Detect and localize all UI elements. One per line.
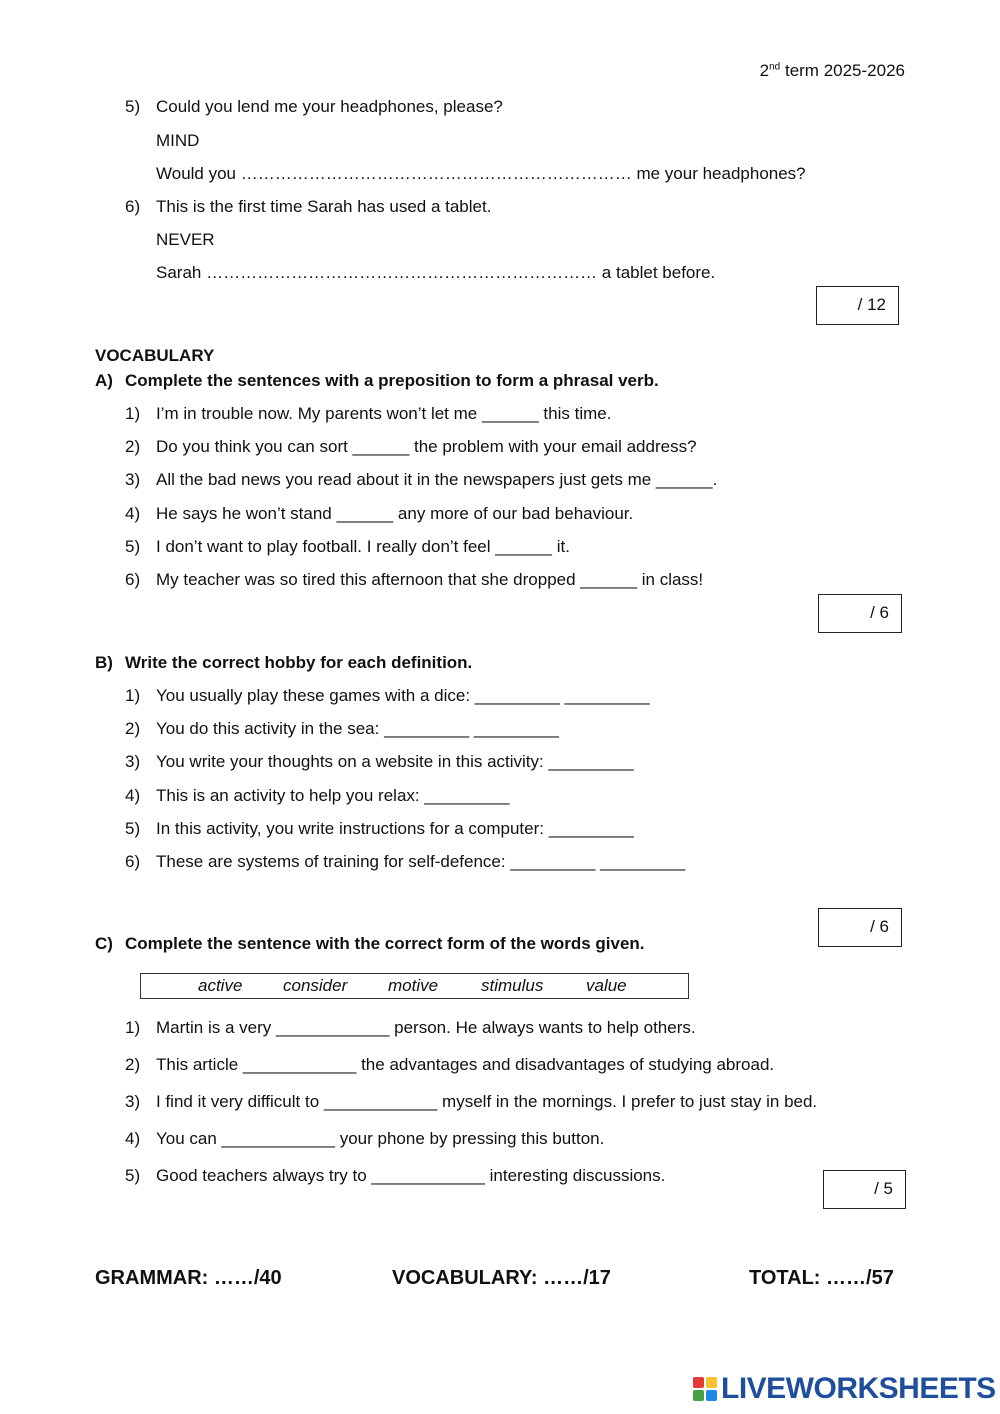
- list-item-number: 3): [125, 1092, 141, 1111]
- hobby-definition[interactable]: You usually play these games with a dice: _________ _________: [156, 686, 650, 705]
- transform-answer-line[interactable]: Sarah …………………………………………………………… a tablet before.: [156, 263, 716, 282]
- transform-keyword: NEVER: [156, 230, 215, 249]
- list-item-number: 5): [125, 819, 141, 838]
- list-item-number: 2): [125, 719, 141, 738]
- transform-answer-line[interactable]: Would you …………………………………………………………… me your headphones?: [156, 164, 806, 183]
- score-box-section-a[interactable]: / 6: [818, 594, 902, 633]
- hobby-definition[interactable]: These are systems of training for self-defence: _________ _________: [156, 852, 686, 871]
- word-bank: [140, 973, 689, 999]
- phrasal-verb-sentence[interactable]: He says he won’t stand ______ any more of our bad behaviour.: [156, 504, 634, 523]
- logo-grid-icon: [693, 1377, 717, 1401]
- list-item-number: 1): [125, 1018, 141, 1037]
- phrasal-verb-sentence[interactable]: I’m in trouble now. My parents won’t let me ______ this time.: [156, 404, 612, 423]
- list-item-number: 2): [125, 437, 141, 456]
- list-item-number: 3): [125, 470, 141, 489]
- phrasal-verb-sentence[interactable]: Do you think you can sort ______ the problem with your email address?: [156, 437, 697, 456]
- phrasal-verb-sentence[interactable]: I don’t want to play football. I really don’t feel ______ it.: [156, 537, 570, 556]
- word-bank-item: motive: [388, 976, 439, 995]
- liveworksheets-logo: [693, 1373, 996, 1405]
- list-item-number: 5): [125, 537, 141, 556]
- hobby-definition[interactable]: You write your thoughts on a website in this activity: _________: [156, 752, 634, 771]
- word-form-sentence[interactable]: Martin is a very ____________ person. He always wants to help others.: [156, 1018, 696, 1037]
- transform-item-number: 6): [125, 197, 141, 216]
- score-box-section-b[interactable]: / 6: [818, 908, 902, 947]
- score-box-section-c[interactable]: / 5: [823, 1170, 906, 1209]
- transform-prompt: This is the first time Sarah has used a tablet.: [156, 197, 492, 216]
- score-box-transform[interactable]: / 12: [816, 286, 899, 325]
- transform-keyword: MIND: [156, 131, 200, 150]
- word-bank-item: active: [198, 976, 243, 995]
- word-form-sentence[interactable]: You can ____________ your phone by pressing this button.: [156, 1129, 605, 1148]
- word-bank-item: consider: [283, 976, 348, 995]
- list-item-number: 4): [125, 1129, 141, 1148]
- list-item-number: 3): [125, 752, 141, 771]
- section-b-label: B): [95, 653, 113, 672]
- term-header: 2nd term 2025-2026: [759, 61, 905, 80]
- section-a-label: A): [95, 371, 113, 390]
- list-item-number: 4): [125, 504, 141, 523]
- list-item-number: 6): [125, 570, 141, 589]
- word-form-sentence[interactable]: I find it very difficult to ____________ myself in the mornings. I prefer to just stay in bed.: [156, 1092, 818, 1111]
- vocabulary-total: VOCABULARY: ……/17: [392, 1267, 611, 1289]
- section-c-title: Complete the sentence with the correct form of the words given.: [125, 934, 645, 953]
- section-c-label: C): [95, 934, 113, 953]
- list-item-number: 5): [125, 1166, 141, 1185]
- hobby-definition[interactable]: You do this activity in the sea: _________ _________: [156, 719, 559, 738]
- overall-total: TOTAL: ……/57: [749, 1267, 894, 1289]
- list-item-number: 4): [125, 786, 141, 805]
- vocabulary-heading: VOCABULARY: [95, 346, 215, 365]
- word-bank-item: value: [586, 976, 627, 995]
- section-b-title: Write the correct hobby for each definition.: [125, 653, 473, 672]
- hobby-definition[interactable]: This is an activity to help you relax: _________: [156, 786, 510, 805]
- list-item-number: 2): [125, 1055, 141, 1074]
- hobby-definition[interactable]: In this activity, you write instructions for a computer: _________: [156, 819, 634, 838]
- grammar-total: GRAMMAR: ……/40: [95, 1267, 282, 1289]
- word-bank-item: stimulus: [481, 976, 544, 995]
- list-item-number: 6): [125, 852, 141, 871]
- transform-prompt: Could you lend me your headphones, please?: [156, 97, 503, 116]
- section-a-title: Complete the sentences with a preposition to form a phrasal verb.: [125, 371, 659, 390]
- term-ordinal-suffix: nd: [769, 61, 781, 73]
- phrasal-verb-sentence[interactable]: My teacher was so tired this afternoon that she dropped ______ in class!: [156, 570, 704, 589]
- phrasal-verb-sentence[interactable]: All the bad news you read about it in the newspapers just gets me ______.: [156, 470, 718, 489]
- logo-text: LIVEWORKSHEETS: [721, 1372, 996, 1405]
- word-form-sentence[interactable]: This article ____________ the advantages and disadvantages of studying abroad.: [156, 1055, 775, 1074]
- list-item-number: 1): [125, 686, 141, 705]
- list-item-number: 1): [125, 404, 141, 423]
- transform-item-number: 5): [125, 97, 141, 116]
- word-form-sentence[interactable]: Good teachers always try to ____________ interesting discussions.: [156, 1166, 666, 1185]
